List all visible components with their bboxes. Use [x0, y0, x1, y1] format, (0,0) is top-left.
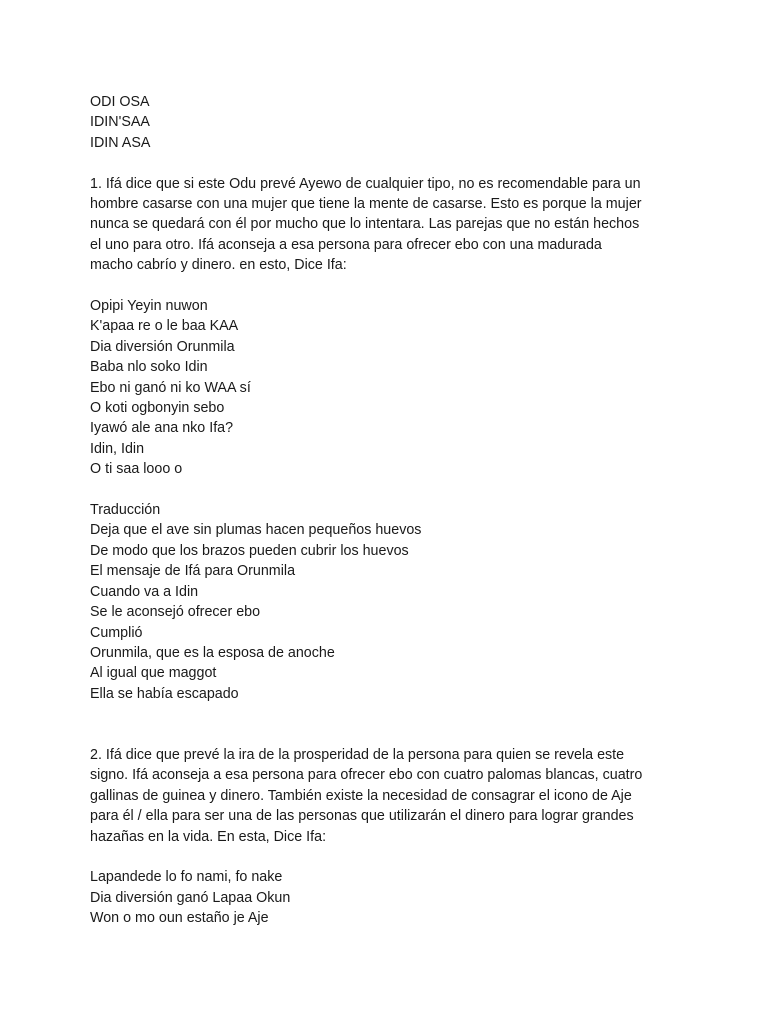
verse-line: Ebo ni ganó ni ko WAA sí: [90, 379, 251, 396]
paragraph-line: 1. Ifá dice que si este Odu prevé Ayewo de cualquier tipo, no es recomendable para un: [90, 175, 641, 192]
verse-line: O koti ogbonyin sebo: [90, 400, 225, 417]
spacer: [90, 847, 690, 867]
document-body: [90, 92, 690, 929]
paragraph-line: 2. Ifá dice que prevé la ira de la prosperidad de la persona para quien se revela este: [90, 746, 625, 763]
paragraph-line: hombre casarse con una mujer que tiene la mente de casarse. Esto es porque la mujer: [90, 196, 642, 213]
verse-line: Iyawó ale ana nko Ifa?: [90, 420, 234, 437]
section-1-paragraph: [90, 174, 690, 276]
paragraph-line: hazañas en la vida. En esta, Dice Ifa:: [90, 828, 327, 845]
translation-heading: Traducción: [90, 502, 161, 519]
paragraph-line: nunca se quedará con él por mucho que lo intentara. Las parejas que no están hechos: [90, 216, 640, 233]
section-2-paragraph: [90, 745, 690, 847]
section-1-verse: [90, 296, 690, 480]
section-2-verse: [90, 867, 690, 928]
verse-line: Won o mo oun estaño je Aje: [90, 910, 269, 927]
verse-line: Opipi Yeyin nuwon: [90, 298, 208, 315]
spacer: [90, 153, 690, 173]
translation-line: Orunmila, que es la esposa de anoche: [90, 644, 335, 661]
spacer: [90, 480, 690, 500]
verse-line: Dia diversión Orunmila: [90, 338, 235, 355]
verse-line: K'apaa re o le baa KAA: [90, 318, 239, 335]
translation-line: Al igual que maggot: [90, 665, 217, 682]
section-1-translation: [90, 500, 690, 704]
spacer: [90, 704, 690, 745]
odu-alias-1: IDIN'SAA: [90, 114, 150, 131]
verse-line: O ti saa looo o: [90, 461, 183, 478]
paragraph-line: gallinas de guinea y dinero. También existe la necesidad de consagrar el icono de Aje: [90, 787, 632, 804]
translation-line: Ella se había escapado: [90, 685, 239, 702]
paragraph-line: signo. Ifá aconseja a esa persona para ofrecer ebo con cuatro palomas blancas, cuatro: [90, 767, 643, 784]
verse-line: Dia diversión ganó Lapaa Okun: [90, 889, 291, 906]
paragraph-line: macho cabrío y dinero. en esto, Dice Ifa:: [90, 257, 347, 274]
verse-line: Lapandede lo fo nami, fo nake: [90, 869, 283, 886]
translation-line: Cumplió: [90, 624, 143, 641]
spacer: [90, 276, 690, 296]
translation-line: De modo que los brazos pueden cubrir los huevos: [90, 542, 409, 559]
translation-line: Deja que el ave sin plumas hacen pequeños huevos: [90, 522, 422, 539]
odu-title-block: [90, 92, 690, 153]
verse-line: Baba nlo soko Idin: [90, 359, 208, 376]
paragraph-line: el uno para otro. Ifá aconseja a esa persona para ofrecer ebo con una madurada: [90, 236, 602, 253]
translation-line: Se le aconsejó ofrecer ebo: [90, 604, 261, 621]
odu-alias-2: IDIN ASA: [90, 134, 151, 151]
translation-line: Cuando va a Idin: [90, 583, 199, 600]
translation-line: El mensaje de Ifá para Orunmila: [90, 563, 296, 580]
odu-title: ODI OSA: [90, 94, 150, 110]
verse-line: Idin, Idin: [90, 440, 145, 457]
paragraph-line: para él / ella para ser una de las personas que utilizarán el dinero para lograr grandes: [90, 808, 634, 825]
